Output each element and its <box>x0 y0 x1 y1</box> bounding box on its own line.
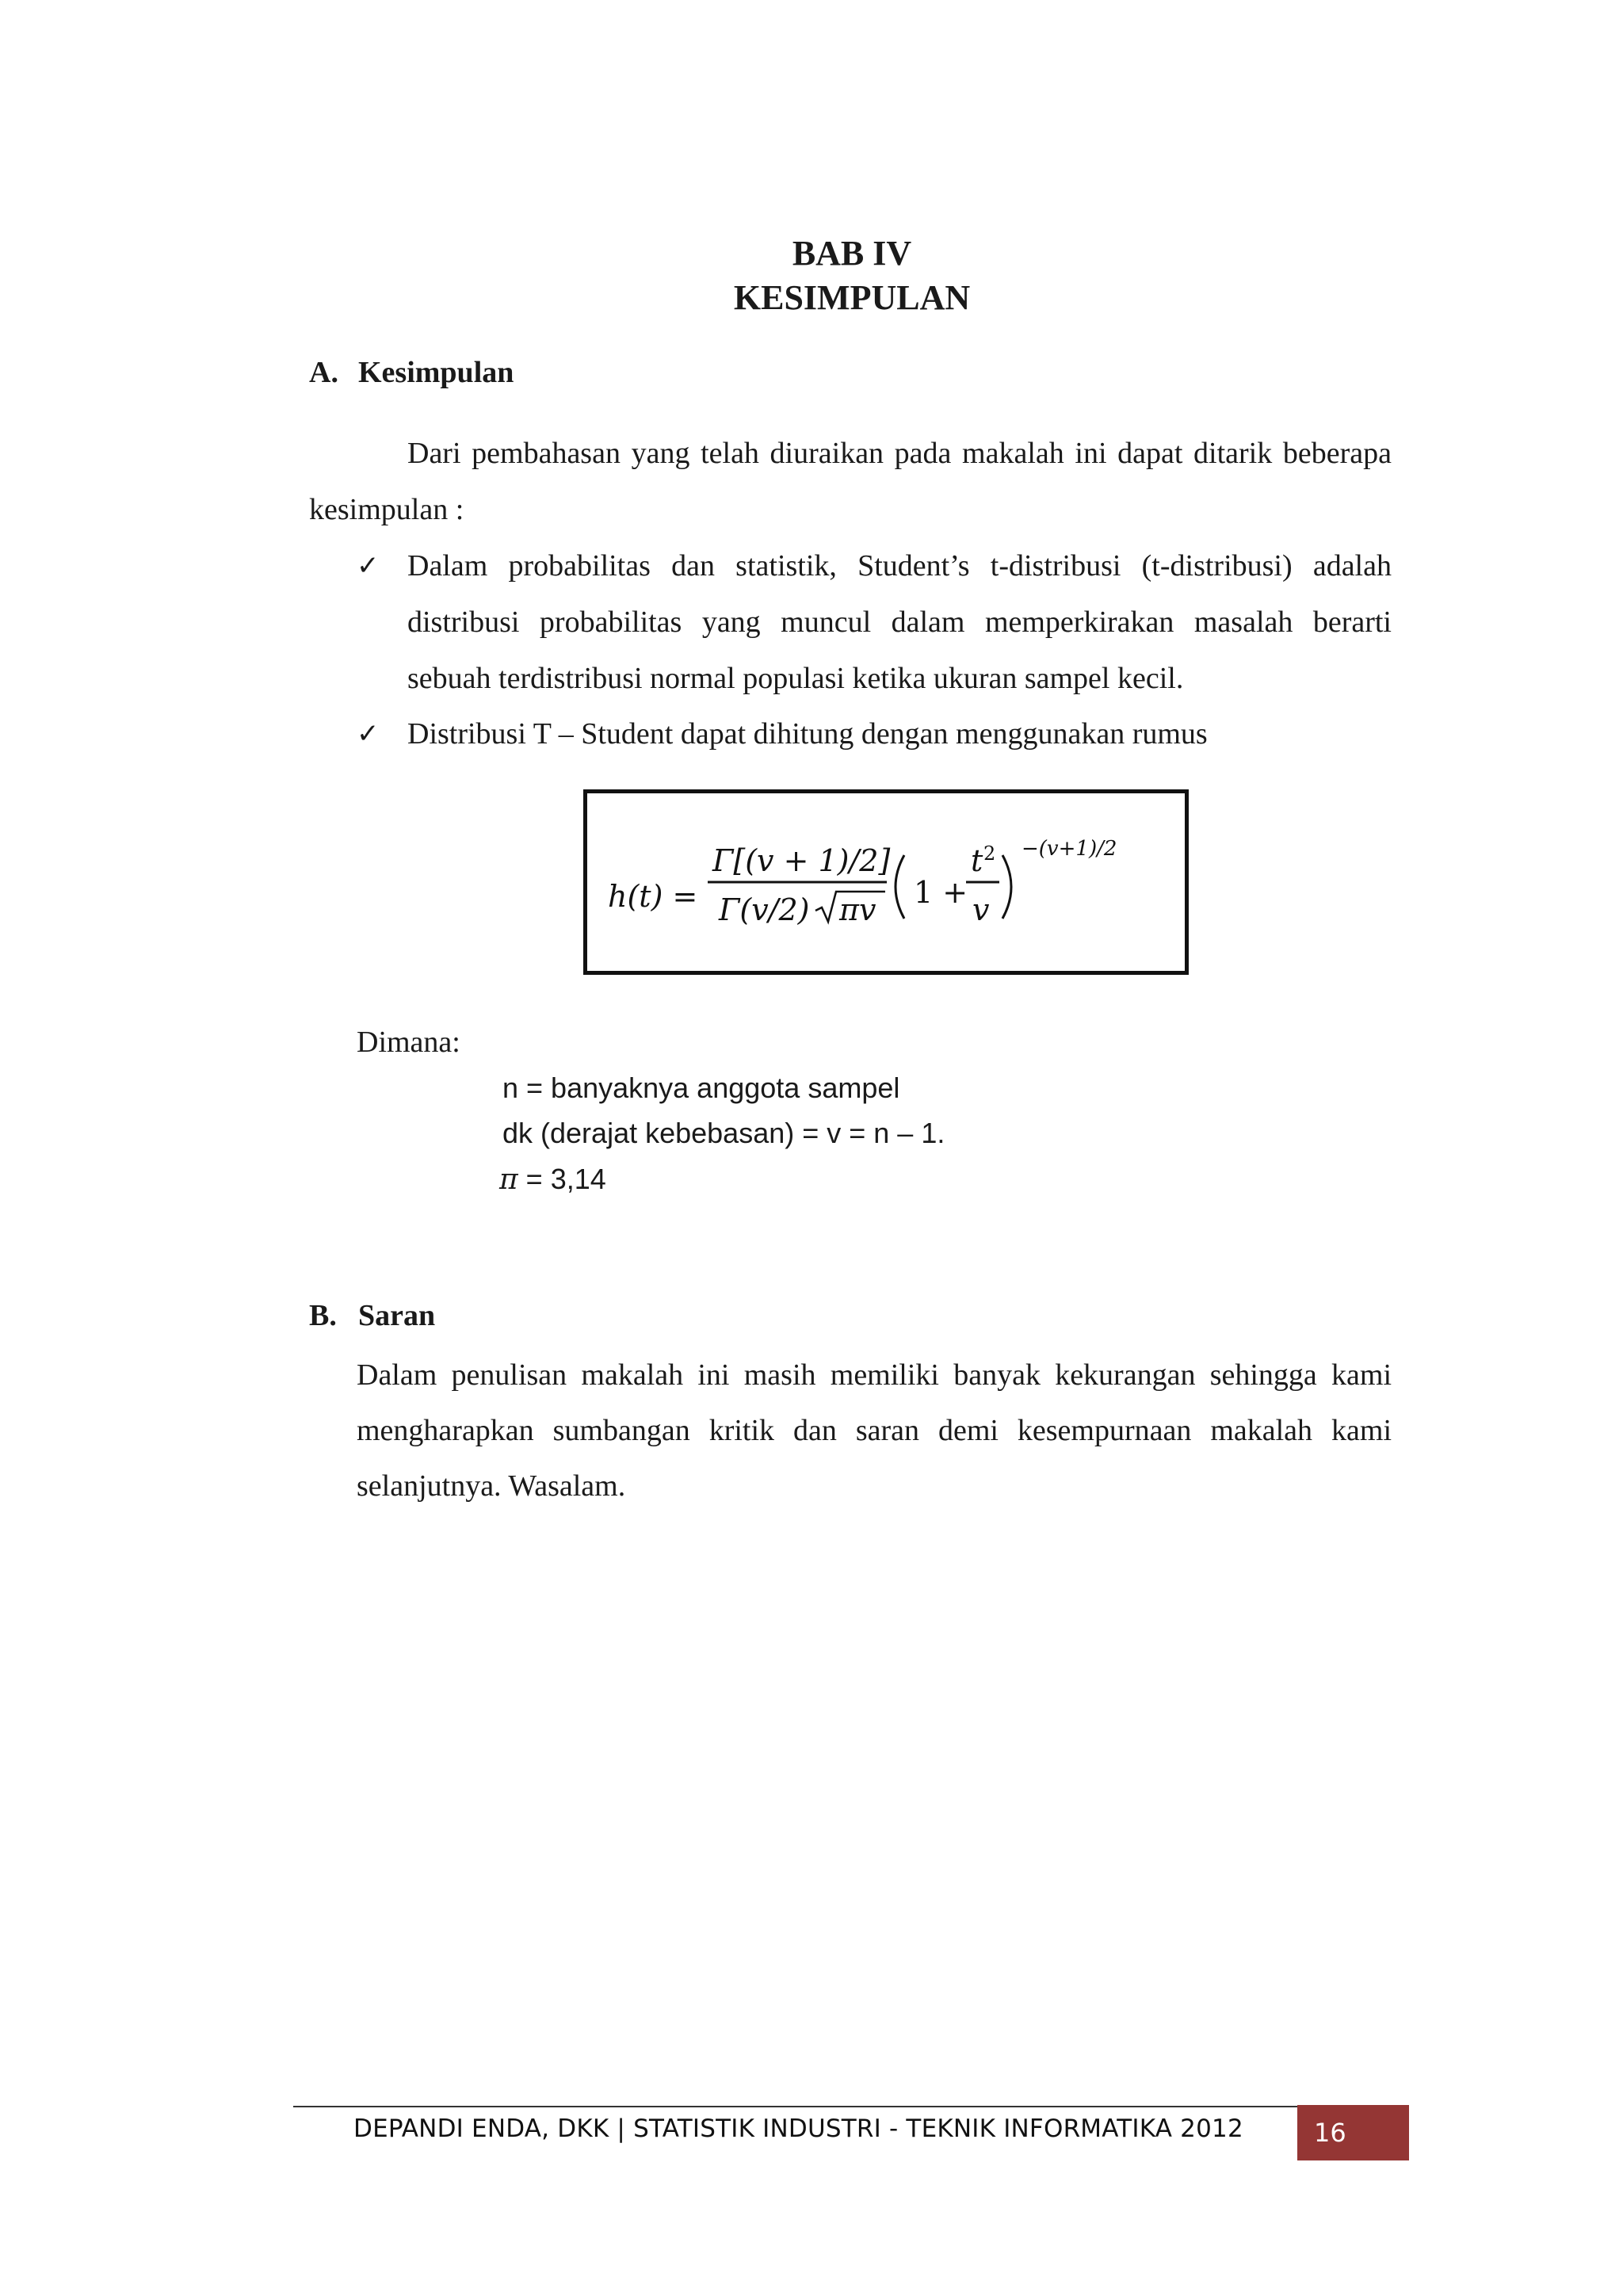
left-paren <box>896 855 904 919</box>
formula-lhs: h(t) = <box>608 879 698 914</box>
footer-text: DEPANDI ENDA, DKK | STATISTIK INDUSTRI - TEKNIK INFORMATIKA 2012 <box>353 2115 1243 2143</box>
section-b-letter: B. <box>309 1299 337 1332</box>
page-number: 16 <box>1297 2105 1409 2160</box>
check-icon: ✓ <box>357 718 380 750</box>
section-b-title: Saran <box>358 1299 436 1332</box>
check-icon: ✓ <box>357 550 380 582</box>
right-paren <box>1002 855 1011 919</box>
formula-denominator: Γ(v/2) <box>719 892 810 927</box>
bullet-text: Distribusi T – Student dapat dihitung dengan menggunakan rumus <box>407 717 1208 751</box>
section-a-title: Kesimpulan <box>358 356 514 389</box>
section-a-letter: A. <box>309 356 338 389</box>
bullet-item <box>357 706 1392 762</box>
intro-paragraph <box>309 426 1392 538</box>
definition-dk: dk (derajat kebebasan) = v = n – 1. <box>502 1117 945 1149</box>
formula-sqrt-content: πv <box>839 892 876 927</box>
formula-box <box>583 789 1189 975</box>
footer-divider <box>293 2106 1403 2107</box>
chapter-label: BAB IV <box>792 234 912 273</box>
formula-numerator: Γ[(v + 1)/2] <box>712 843 891 878</box>
intro-text: Dari pembahasan yang telah diuraikan pada makalah ini dapat ditarik beberapa kesimpulan : <box>309 437 1392 526</box>
t-distribution-formula <box>587 793 1193 979</box>
formula-exponent: −(v+1)/2 <box>1022 837 1117 861</box>
definition-pi <box>499 1163 606 1196</box>
formula-one-plus: 1 + <box>914 875 968 910</box>
formula-inner-num: t <box>971 843 983 878</box>
formula-inner-den: v <box>972 892 990 927</box>
chapter-title: KESIMPULAN <box>733 278 971 317</box>
pi-value: = 3,14 <box>517 1163 606 1195</box>
pi-symbol: π <box>499 1163 518 1196</box>
section-b-heading <box>309 1298 435 1333</box>
formula-inner-sup: 2 <box>983 842 996 865</box>
saran-paragraph: Dalam penulisan makalah ini masih memiliki banyak kekurangan sehingga kami mengharapkan sumbangan kritik dan saran demi kesempurnaan makalah kami selanjutnya. Wasalam. <box>357 1358 1392 1503</box>
definition-n: n = banyaknya anggota sampel <box>502 1072 900 1104</box>
dimana-label: Dimana: <box>357 1026 460 1059</box>
section-a-heading <box>309 355 514 390</box>
bullet-item <box>357 538 1392 707</box>
bullet-text: Dalam probabilitas dan statistik, Student’s t-distribusi (t-distribusi) adalah distribusi probabilitas yang muncul dalam memperkirakan masalah berarti sebuah terdistribusi normal populasi ketika ukuran sampel kecil. <box>407 549 1392 695</box>
